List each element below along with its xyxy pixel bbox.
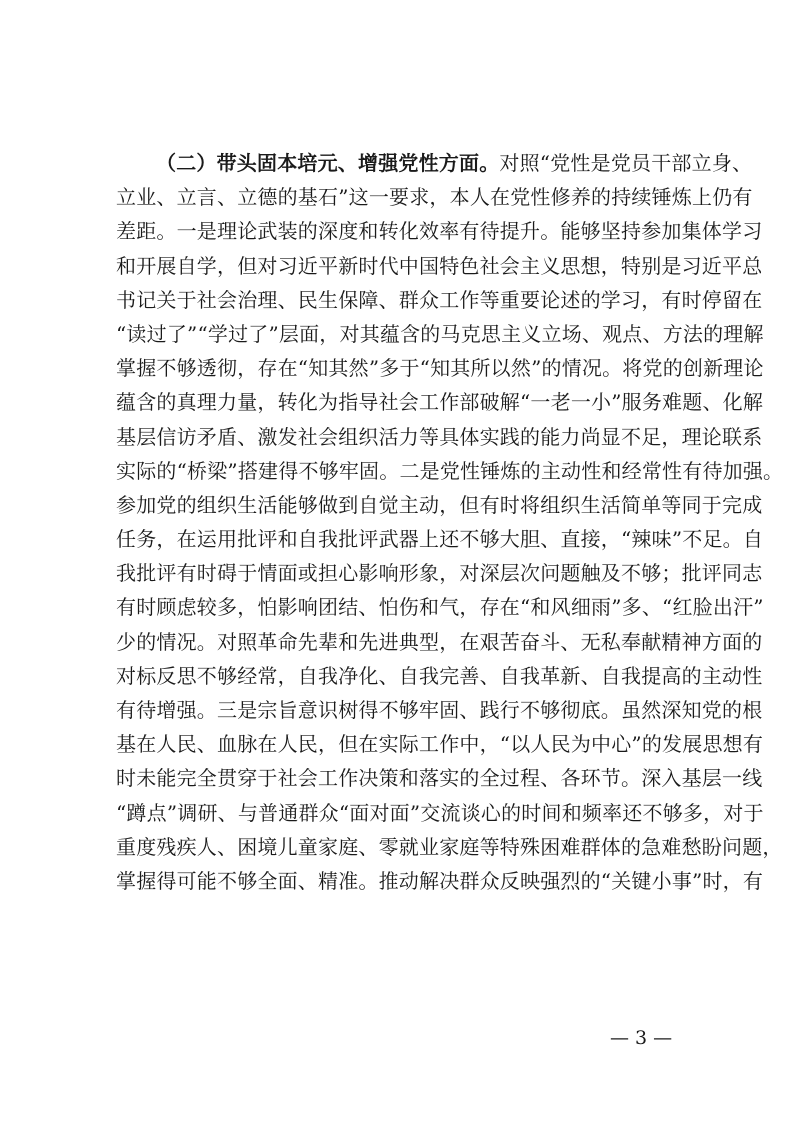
text-line: 差距。一是理论武装的深度和转化效率有待提升。能够坚持参加集体学习: [116, 219, 763, 244]
text-line: 有时顾虑较多，怕影响团结、怕伤和气，存在“和风细雨”多、“红脸出汗”: [116, 595, 764, 620]
text-line: 和开展自学，但对习近平新时代中国特色社会主义思想，特别是习近平总: [116, 253, 763, 278]
text-line: 蕴含的真理力量，转化为指导社会工作部破解“一老一小”服务难题、化解: [116, 390, 764, 415]
text-line: 对标反思不够经常，自我净化、自我完善、自我革新、自我提高的主动性: [116, 663, 763, 688]
text-line: 少的情况。对照革命先辈和先进典型，在艰苦奋斗、无私奉献精神方面的: [116, 629, 763, 654]
text-line: 实际的“桥梁”搭建得不够牢固。二是党性锤炼的主动性和经常性有待加强。: [116, 458, 784, 483]
page-number: — 3 —: [610, 1027, 673, 1049]
text-line-1: （二）带头固本培元、增强党性方面。对照“党性是党员干部立身、: [156, 151, 753, 175]
text-line: 掌握得可能不够全面、精准。推动解决群众反映强烈的“关键小事”时，有: [116, 868, 764, 893]
text-line: 立业、立言、立德的基石”这一要求，本人在党性修养的持续锤炼上仍有: [116, 185, 753, 210]
text-line: 参加党的组织生活能够做到自觉主动，但有时将组织生活简单等同于完成: [116, 492, 763, 517]
body-paragraph: [116, 146, 784, 898]
text-line: 任务，在运用批评和自我批评武器上还不够大胆、直接，“辣味”不足。自: [116, 527, 764, 552]
text-line: 有待增强。三是宗旨意识树得不够牢固、践行不够彻底。虽然深知党的根: [116, 698, 763, 722]
text-line: 基层信访矛盾、激发社会组织活力等具体实践的能力尚显不足，理论联系: [116, 424, 763, 449]
text-line: “读过了”“学过了”层面，对其蕴含的马克思主义立场、观点、方法的理解: [116, 321, 764, 346]
text-line: 我批评有时碍于情面或担心影响形象，对深层次问题触及不够；批评同志: [116, 561, 763, 586]
text-line: “蹲点”调研、与普通群众“面对面”交流谈心的时间和频率还不够多，对于: [116, 800, 764, 825]
text-line: 书记关于社会治理、民生保障、群众工作等重要论述的学习，有时停留在: [116, 287, 763, 312]
text-line: 重度残疾人、困境儿童家庭、零就业家庭等特殊困难群体的急难愁盼问题，: [116, 834, 783, 859]
text-line: 基在人民、血脉在人民，但在实际工作中，“以人民为中心”的发展思想有: [116, 732, 764, 757]
text-line: 掌握不够透彻，存在“知其然”多于“知其所以然”的情况。将党的创新理论: [116, 356, 764, 381]
text-line: 时未能完全贯穿于社会工作决策和落实的全过程、各环节。深入基层一线: [116, 766, 763, 791]
section-heading: （二）带头固本培元、增强党性方面。: [156, 151, 500, 175]
